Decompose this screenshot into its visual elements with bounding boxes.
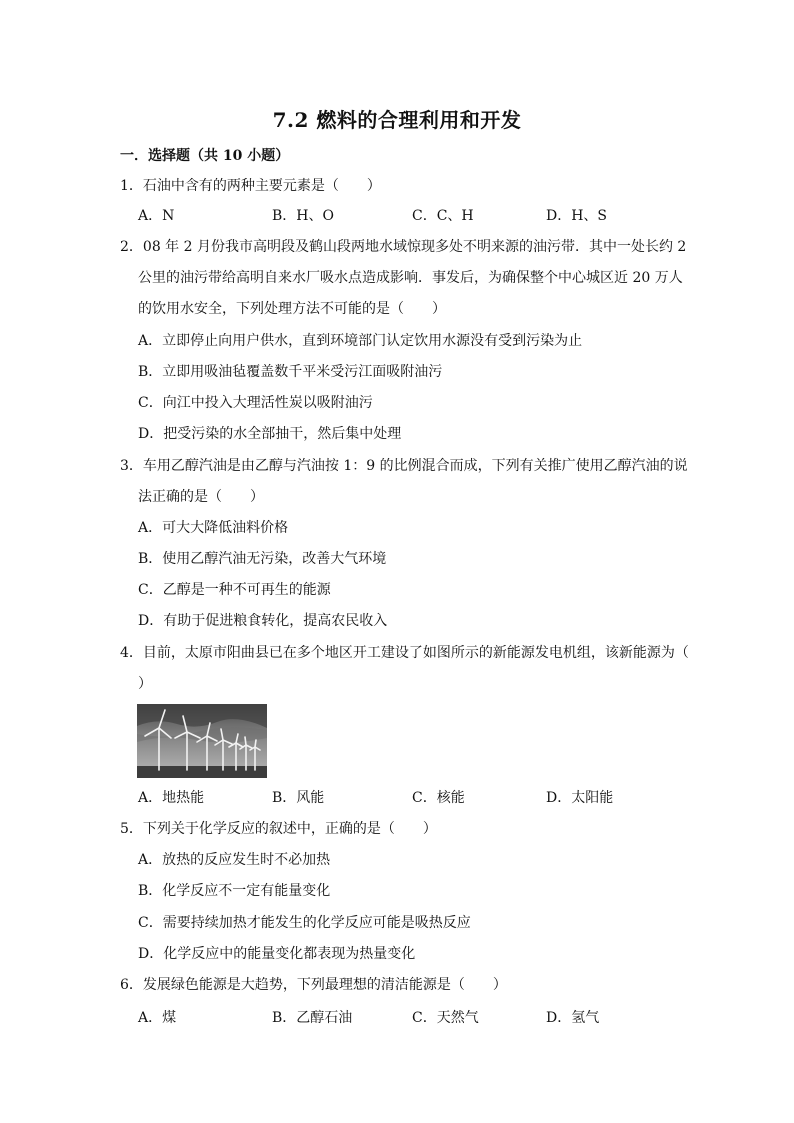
question-4-stem-line-1: 4．目前，太原市阳曲县已在多个地区开工建设了如图所示的新能源发电机组，该新能源为（	[120, 645, 689, 661]
question-1-option-a: A．N	[138, 208, 175, 224]
question-6-option-d: D．氢气	[546, 1010, 600, 1026]
question-2-option-d: D．把受污染的水全部抽干，然后集中处理	[138, 426, 402, 442]
question-4-option-b: B．风能	[272, 790, 325, 806]
question-5-option-c: C．需要持续加热才能发生的化学反应可能是吸热反应	[138, 915, 471, 931]
question-4-option-d: D．太阳能	[546, 790, 614, 806]
question-2-stem-line-1: 2．08 年 2 月份我市高明段及鹤山段两地水域惊现多处不明来源的油污带．其中一处长约 2	[120, 239, 687, 255]
question-6-option-a: A．煤	[138, 1010, 177, 1026]
question-5-option-d: D．化学反应中的能量变化都表现为热量变化	[138, 946, 416, 962]
question-3-option-b: B．使用乙醇汽油无污染，改善大气环境	[138, 551, 387, 567]
question-2-stem-line-3: 的饮用水安全，下列处理方法不可能的是（ ）	[138, 301, 446, 317]
question-1-option-c: C．C、H	[412, 208, 474, 224]
section-heading: 一．选择题（共 10 小题）	[120, 148, 290, 164]
question-3-stem-line-1: 3．车用乙醇汽油是由乙醇与汽油按 1：9 的比例混合而成，下列有关推广使用乙醇汽油的说	[120, 458, 688, 474]
question-3-stem-line-2: 法正确的是（ ）	[138, 489, 264, 505]
question-6-option-b: B．乙醇石油	[272, 1010, 353, 1026]
question-6-stem: 6．发展绿色能源是大趋势，下列最理想的清洁能源是（ ）	[120, 977, 507, 993]
question-4-option-c: C．核能	[412, 790, 465, 806]
question-5-stem: 5．下列关于化学反应的叙述中，正确的是（ ）	[120, 821, 437, 837]
question-2-option-c: C．向江中投入大理活性炭以吸附油污	[138, 395, 373, 411]
wind-turbines-image	[137, 704, 267, 778]
question-4-option-a: A．地热能	[138, 790, 205, 806]
question-1-option-d: D．H、S	[546, 208, 608, 224]
question-2-option-a: A．立即停止向用户供水，直到环境部门认定饮用水源没有受到污染为止	[138, 333, 583, 349]
question-3-option-d: D．有助于促进粮食转化，提高农民收入	[138, 613, 388, 629]
question-6-option-c: C．天然气	[412, 1010, 479, 1026]
question-5-option-b: B．化学反应不一定有能量变化	[138, 883, 331, 899]
question-2-option-b: B．立即用吸油毡覆盖数千平米受污江面吸附油污	[138, 364, 443, 380]
question-2-stem-line-2: 公里的油污带给高明自来水厂吸水点造成影响．事发后，为确保整个中心城区近 20 万人	[138, 270, 683, 286]
question-4-stem-line-2: ）	[138, 676, 152, 692]
question-3-option-c: C．乙醇是一种不可再生的能源	[138, 582, 331, 598]
question-1-option-b: B．H、O	[272, 208, 334, 224]
question-3-option-a: A．可大大降低油料价格	[138, 520, 289, 536]
question-5-option-a: A．放热的反应发生时不必加热	[138, 852, 331, 868]
page-title: 7.2 燃料的合理利用和开发	[272, 108, 522, 132]
question-1-stem: 1．石油中含有的两种主要元素是（ ）	[120, 178, 381, 194]
